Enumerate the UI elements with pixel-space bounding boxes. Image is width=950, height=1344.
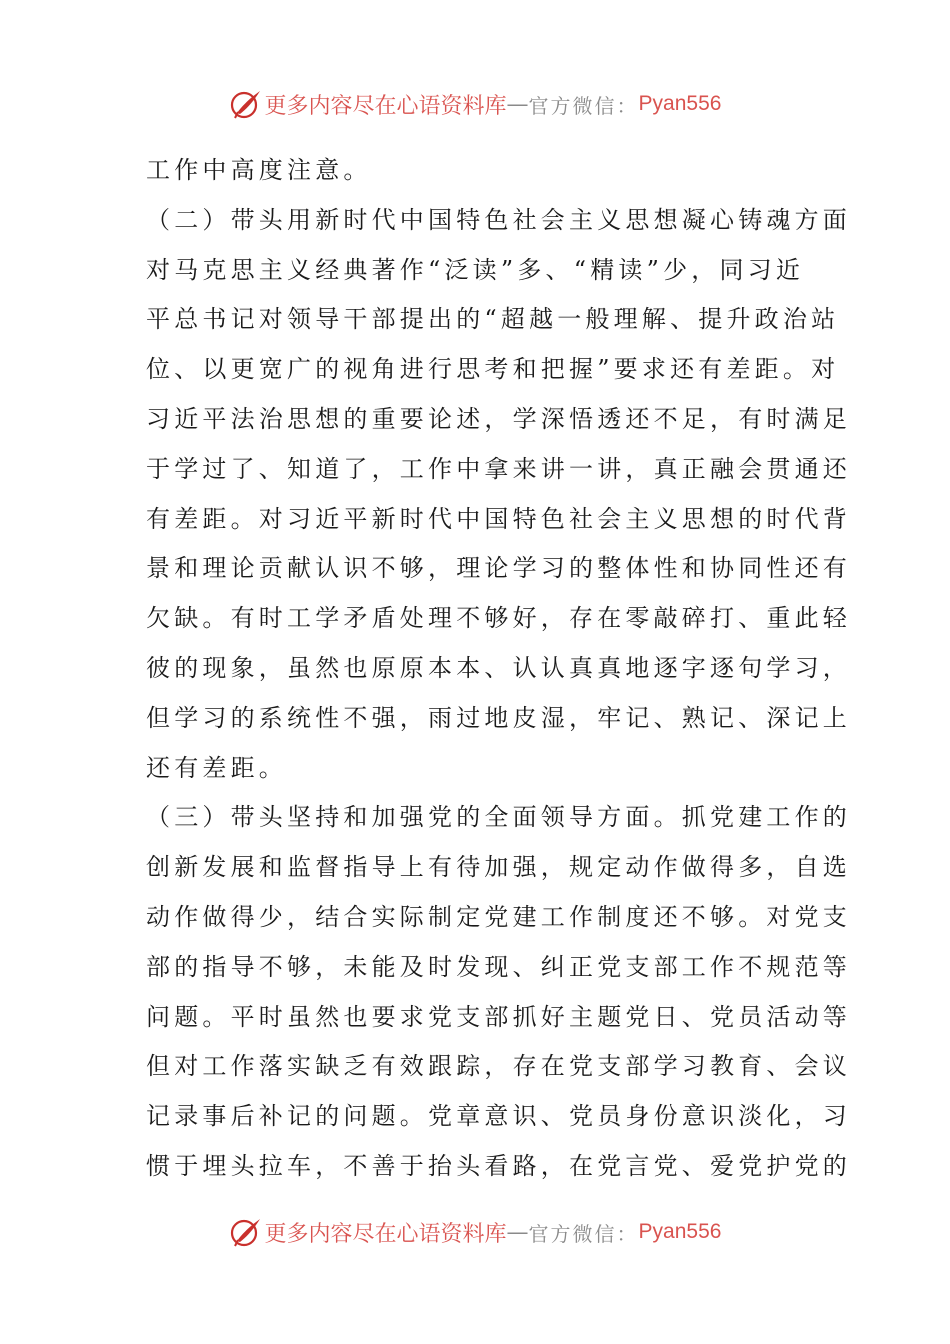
- text-line: 彼的现象，虽然也原原本本、认认真真地逐字逐句学习，: [146, 653, 851, 682]
- text-line: 于学过了、知道了，工作中拿来讲一讲，真正融会贯通还: [146, 454, 851, 483]
- footer-watermark: [0, 1210, 950, 1254]
- text-line: 有差距。对习近平新时代中国特色社会主义思想的时代背: [146, 504, 851, 533]
- text-line: 但学习的系统性不强，雨过地皮湿，牢记、熟记、深记上: [146, 703, 851, 732]
- text-line: 还有差距。: [146, 753, 287, 782]
- watermark-site-text: 更多内容尽在心语资料库: [264, 93, 507, 119]
- watermark-site-text: 更多内容尽在心语资料库: [264, 1221, 507, 1247]
- watermark-label: 官方微信：: [528, 93, 639, 118]
- text-line: 动作做得少，结合实际制定党建工作制度还不够。对党支: [146, 902, 851, 931]
- text-line: 但对工作落实缺乏有效跟踪，存在党支部学习教育、会议: [146, 1052, 851, 1081]
- text-line: 惯于埋头拉车，不善于抬头看路，在党言党、爱党护党的: [146, 1151, 851, 1180]
- text-line: 景和理论贡献认识不够，理论学习的整体性和协同性还有: [146, 554, 851, 583]
- document-body: [146, 146, 851, 1192]
- text-line: 习近平法治思想的重要论述，学深悟透还不足，有时满足: [146, 404, 851, 433]
- header-watermark: [0, 82, 950, 126]
- quill-pen-logo-icon: [229, 1215, 263, 1249]
- text-line: 创新发展和监督指导上有待加强，规定动作做得多，自选: [146, 853, 851, 882]
- text-line: （二）带头用新时代中国特色社会主义思想凝心铸魂方面: [146, 205, 851, 234]
- watermark-label: 官方微信：: [528, 1221, 639, 1246]
- text-line: 平总书记对领导干部提出的“超越一般理解、提升政治站: [146, 305, 840, 334]
- text-line: 问题。平时虽然也要求党支部抓好主题党日、党员活动等: [146, 1002, 851, 1031]
- text-line: 工作中高度注意。: [146, 156, 372, 184]
- watermark-separator: —: [506, 1219, 529, 1245]
- text-line: 欠缺。有时工学矛盾处理不够好，存在零敲碎打、重此轻: [146, 604, 851, 633]
- watermark-id: Pyan556: [638, 92, 722, 115]
- watermark-separator: —: [506, 91, 529, 117]
- text-line: 位、以更宽广的视角进行思考和把握”要求还有差距。对: [146, 355, 840, 384]
- watermark-id: Pyan556: [638, 1220, 722, 1243]
- text-line: （三）带头坚持和加强党的全面领导方面。抓党建工作的: [146, 803, 851, 832]
- quill-pen-logo-icon: [229, 87, 263, 121]
- text-line: 部的指导不够，未能及时发现、纠正党支部工作不规范等: [146, 952, 851, 981]
- text-line: 对马克思主义经典著作“泛读”多、“精读”少，同习近: [146, 255, 805, 284]
- text-line: 记录事后补记的问题。党章意识、党员身份意识淡化，习: [146, 1102, 851, 1131]
